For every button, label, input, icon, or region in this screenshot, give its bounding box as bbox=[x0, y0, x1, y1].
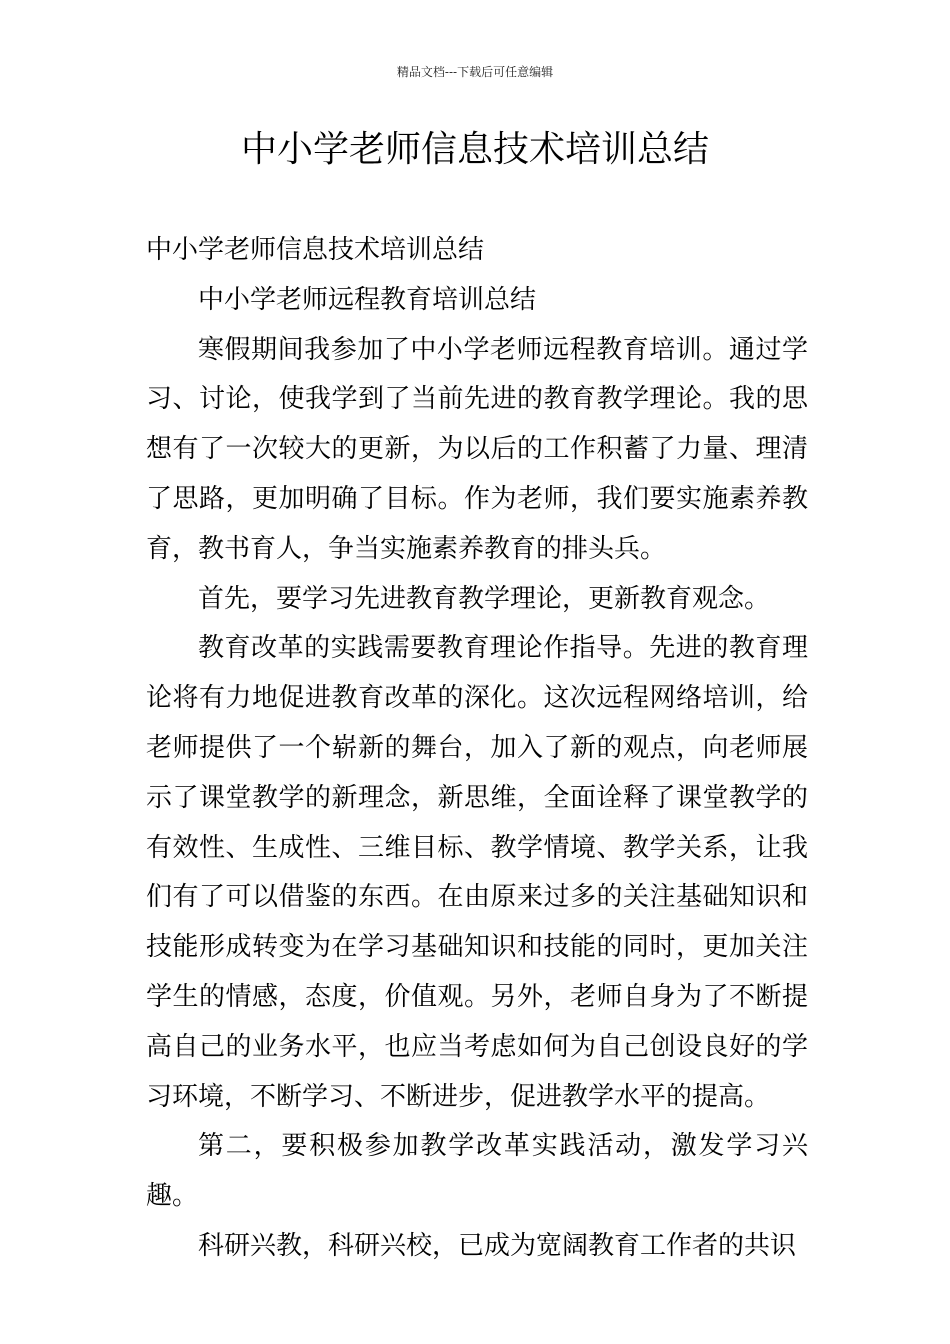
header-note: 精品文档---下载后可任意编辑 bbox=[396, 65, 554, 79]
paragraph: 首先，要学习先进教育教学理论，更新教育观念。 bbox=[198, 583, 771, 614]
paragraph: 科研兴教，科研兴校，已成为宽阔教育工作者的共识 bbox=[198, 1230, 797, 1261]
paragraph: 寒假期间我参加了中小学老师远程教育培训。通过学习、讨论，使我学到了当前先进的教育教学理论。我的思想有了一次较大的更新，为以后的工作积蓄了力量、理清了思路，更加明确了目标。作为老师，我们要实施素养教育，教书育人，争当实施素养教育的排头兵。 bbox=[146, 334, 808, 564]
paragraph-subheading: 中小学老师远程教育培训总结 bbox=[198, 284, 537, 315]
document-title: 中小学老师信息技术培训总结 bbox=[240, 129, 709, 170]
paragraph: 第二，要积极参加教学改革实践活动，激发学习兴趣。 bbox=[146, 1131, 808, 1212]
paragraph-heading: 中小学老师信息技术培训总结 bbox=[146, 235, 485, 265]
document-body bbox=[146, 226, 808, 1272]
paragraph: 教育改革的实践需要教育理论作指导。先进的教育理论将有力地促进教育改革的深化。这次远程网络培训，给老师提供了一个崭新的舞台，加入了新的观点，向老师展示了课堂教学的新理念，新思维，全面诠释了课堂教学的有效性、生成性、三维目标、教学情境、教学关系，让我们有了可以借鉴的东西。在由原来过多的关注基础知识和技能形成转变为在学习基础知识和技能的同时，更加关注学生的情感，态度，价值观。另外，老师自身为了不断提高自己的业务水平，也应当考虑如何为自己创设良好的学习环境，不断学习、不断进步，促进教学水平的提高。 bbox=[146, 633, 808, 1112]
